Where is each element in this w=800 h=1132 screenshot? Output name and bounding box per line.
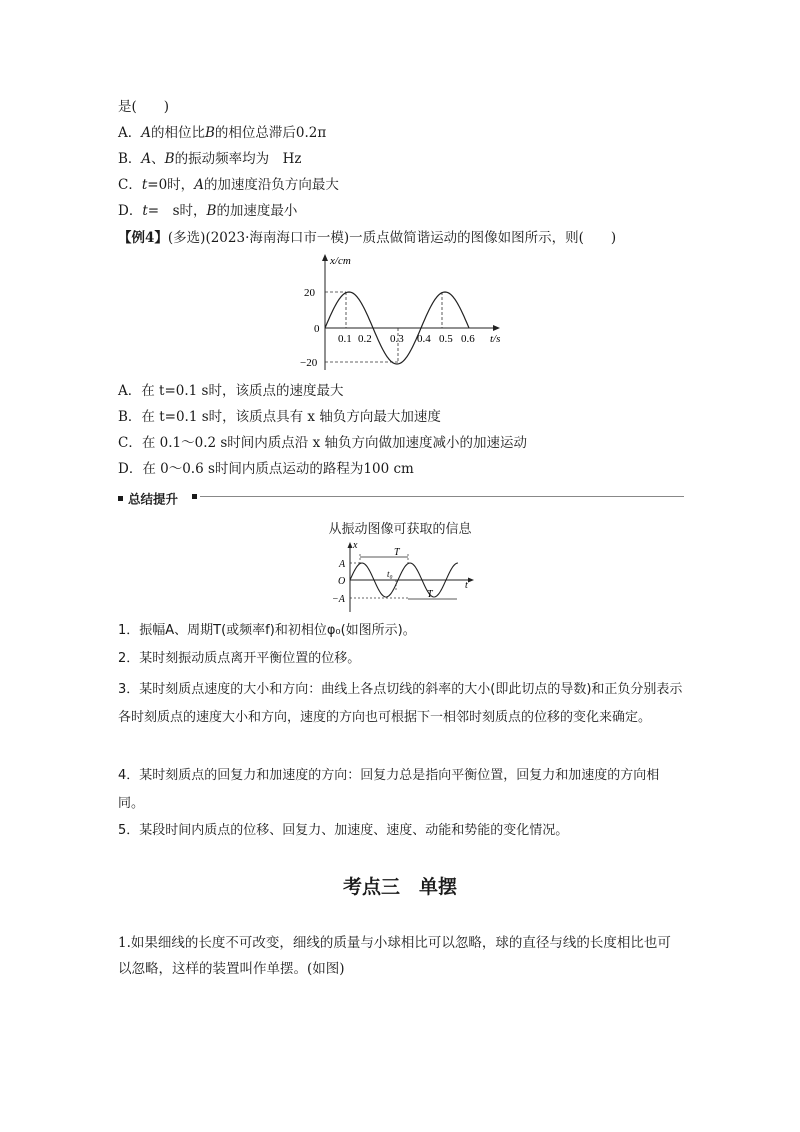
label-t0: t₀ <box>387 569 393 579</box>
summary-point-4: 4．某时刻质点的回复力和加速度的方向：回复力总是指向平衡位置，回复力和加速度的方向相同。 <box>118 768 660 811</box>
summary-heading <box>118 488 684 507</box>
option-label: C． <box>118 177 142 193</box>
example-4-option-b <box>118 408 441 426</box>
var: A <box>194 177 204 193</box>
example-tag: 【例4】 <box>118 230 168 246</box>
var: t <box>141 177 148 193</box>
label-x: x <box>353 540 358 551</box>
option-label: B． <box>118 151 142 167</box>
option-c-prev <box>118 176 339 194</box>
option-label: C． <box>118 435 142 451</box>
var: t <box>142 203 148 219</box>
example-4-option-d <box>118 460 414 478</box>
label-T-bottom: T <box>427 589 433 600</box>
option-label: A． <box>118 125 142 141</box>
y-axis-arrow <box>322 254 328 261</box>
option-text: 在 0.1～0.2 s时间内质点沿 x 轴负方向做加速度减小的加速运动 <box>141 435 527 451</box>
bullet-square-icon <box>192 494 197 499</box>
option-text: 在 0～0.6 s时间内质点运动的路程为100 cm <box>142 461 414 477</box>
option-b-prev <box>118 150 301 168</box>
text: 的相位总滞后0.2π <box>214 125 327 141</box>
option-label: A． <box>118 383 142 399</box>
option-text: 在 t=0.1 s时，该质点的速度最大 <box>141 383 344 399</box>
text: 的加速度最小 <box>216 203 298 219</box>
text: 的相位比 <box>151 125 205 141</box>
text: 的振动频率均为 Hz <box>174 151 302 167</box>
label-T-top: T <box>394 547 400 558</box>
text: 、 <box>151 151 165 167</box>
section-title: 考点三 单摆 <box>342 876 457 898</box>
text: = s时， <box>147 203 207 219</box>
summary-point-3: 3．某时刻质点速度的大小和方向：曲线上各点切线的斜率的大小(即此切点的导数)和正负分别表示各时刻质点的速度大小和方向，速度的方向也可根据下一相邻时刻质点的位移的变化来确定。 <box>118 682 683 725</box>
y-tick-0: 0 <box>314 323 320 335</box>
shm-graph <box>290 250 520 375</box>
question-stem-tail: 是( ) <box>118 99 170 115</box>
x-tick-05: 0.5 <box>439 333 453 345</box>
x-axis-label: t/s <box>490 333 501 345</box>
var: A <box>141 151 152 167</box>
example-4-stem <box>118 229 616 247</box>
var: B <box>205 125 215 141</box>
label-t: t <box>465 580 468 591</box>
summary-point-1: 1．振幅A、周期T(或频率f)和初相位φ₀(如图所示)。 <box>118 623 416 638</box>
example-4-option-a <box>118 382 343 400</box>
label-O: O <box>338 576 346 587</box>
option-d-prev <box>118 202 297 220</box>
summary-point-5: 5．某段时间内质点的位移、回复力、加速度、速度、动能和势能的变化情况。 <box>118 823 569 838</box>
option-label: D． <box>118 461 143 477</box>
label-negA: −A <box>332 594 345 605</box>
text: =0时， <box>147 177 195 193</box>
var: B <box>206 203 217 219</box>
label-A: A <box>339 559 346 570</box>
x-axis-arrow <box>468 578 474 583</box>
divider <box>200 496 684 497</box>
x-tick-06: 0.6 <box>461 333 475 345</box>
section-paragraph-1: 1.如果细线的长度不可改变，细线的质量与小球相比可以忽略，球的直径与线的长度相比也可以忽略，这样的装置叫作单摆。(如图) <box>118 935 671 977</box>
y-axis-arrow <box>348 542 353 548</box>
option-text: 在 t=0.1 s时，该质点具有 x 轴负方向最大加速度 <box>141 409 441 425</box>
info-graph <box>330 540 480 615</box>
x-tick-02: 0.2 <box>358 333 372 345</box>
y-axis-label: x/cm <box>330 255 351 267</box>
x-axis-arrow <box>493 325 500 331</box>
text: 的加速度沿负方向最大 <box>203 177 339 193</box>
summary-heading-text: 总结提升 <box>128 491 179 507</box>
figure-title: 从振动图像可获取的信息 <box>328 522 472 537</box>
var: A <box>141 125 151 141</box>
var: B <box>164 151 175 167</box>
x-tick-03: 0.3 <box>390 333 404 345</box>
bullet-square-icon <box>118 496 123 501</box>
summary-point-2: 2．某时刻振动质点离开平衡位置的位移。 <box>118 651 361 666</box>
example-stem: (多选)(2023·海南海口市一模)一质点做简谐运动的图像如图所示，则( ) <box>167 230 617 246</box>
x-tick-01: 0.1 <box>338 333 352 345</box>
y-tick-neg20: −20 <box>300 357 318 369</box>
y-tick-20: 20 <box>304 287 315 299</box>
option-a-prev <box>118 124 326 142</box>
option-label: B． <box>118 409 142 425</box>
x-tick-04: 0.4 <box>417 333 431 345</box>
example-4-option-c <box>118 434 527 452</box>
option-label: D． <box>118 203 143 219</box>
